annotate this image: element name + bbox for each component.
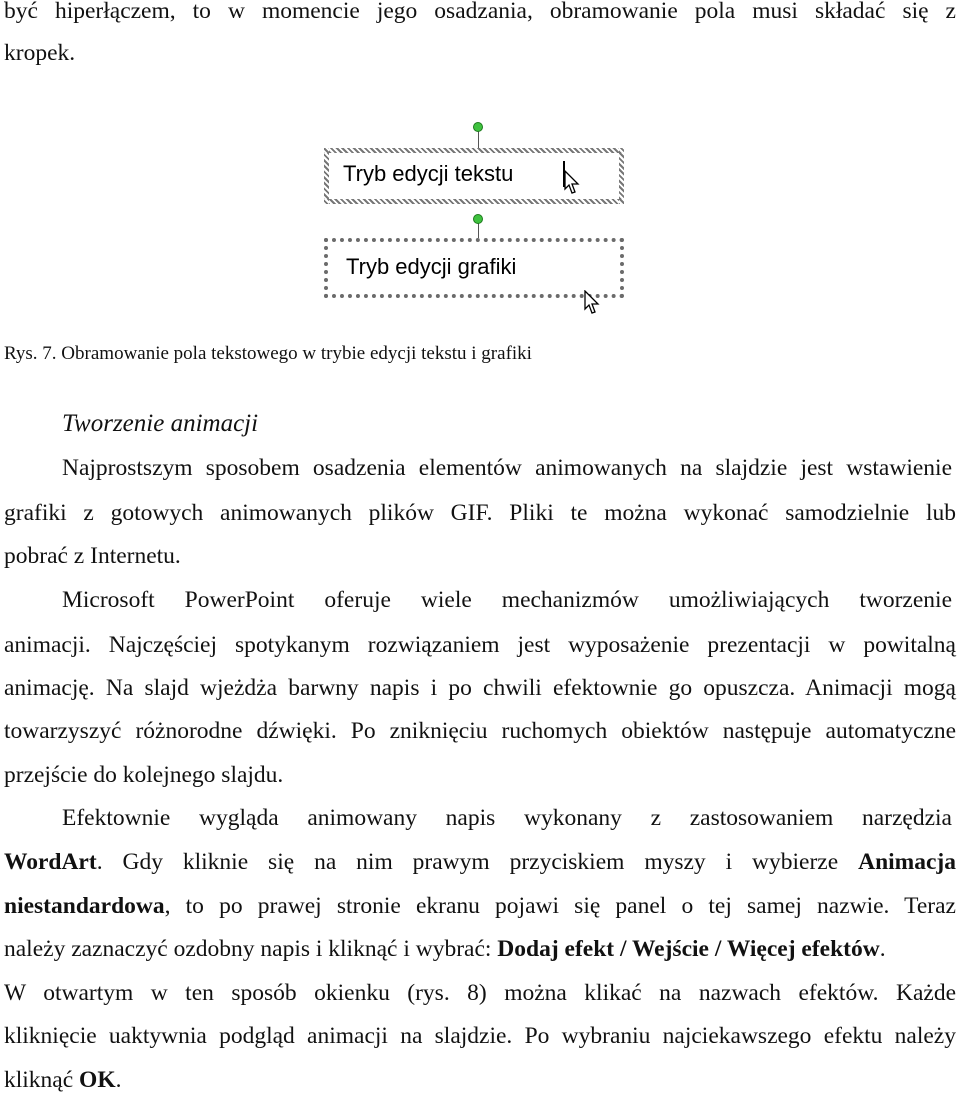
paragraph-line: przejście do kolejnego slajdu. xyxy=(4,762,284,788)
rotation-handle-icon xyxy=(473,122,483,132)
paragraph-line: kliknąć OK. xyxy=(4,1067,122,1093)
paragraph-line: Efektownie wygląda animowany napis wykonany z zastosowaniem narzędzia xyxy=(62,805,952,831)
paragraph-line: kliknięcie uaktywnia podgląd animacji na slajdzie. Po wybraniu najciekawszego efektu należy xyxy=(4,1023,956,1049)
paragraph-line: animację. Na slajd wjeżdża barwny napis i po chwili efektownie go opuszcza. Animacji mogą xyxy=(4,675,956,701)
section-heading: Tworzenie animacji xyxy=(62,410,259,437)
paragraph-line: grafiki z gotowych animowanych plików GIF. Pliki te można wykonać samodzielnie lub xyxy=(4,500,956,526)
paragraph-line: animacji. Najczęściej spotykanym rozwiązaniem jest wyposażenie prezentacji w powitalną xyxy=(4,632,956,658)
paragraph-line: Najprostszym sposobem osadzenia elementów animowanych na slajdzie jest wstawienie xyxy=(62,455,952,481)
text-box-label: Tryb edycji tekstu xyxy=(343,161,514,186)
text-box-label: Tryb edycji grafiki xyxy=(346,254,517,279)
paragraph-line: niestandardowa, to po prawej stronie ekranu pojawi się panel o tej samej nazwie. Teraz xyxy=(4,893,956,919)
figure-text-box-modes xyxy=(318,118,638,318)
paragraph-line: WordArt. Gdy kliknie się na nim prawym przyciskiem myszy i wybierze Animacja xyxy=(4,849,956,875)
paragraph-line: Microsoft PowerPoint oferuje wiele mechanizmów umożliwiających tworzenie xyxy=(62,587,952,613)
paragraph-line: towarzyszyć różnorodne dźwięki. Po zniknięciu ruchomych obiektów następuje automatyczne xyxy=(4,718,956,744)
paragraph-line: kropek. xyxy=(4,40,76,66)
text-box-graphic-mode xyxy=(324,238,624,298)
mouse-pointer-icon xyxy=(564,170,580,196)
rotation-handle-icon xyxy=(473,214,483,224)
mouse-pointer-icon xyxy=(584,290,600,316)
figure-caption: Rys. 7. Obramowanie pola tekstowego w trybie edycji tekstu i grafiki xyxy=(4,343,532,364)
paragraph-line: W otwartym w ten sposób okienku (rys. 8) można klikać na nazwach efektów. Każde xyxy=(4,980,956,1006)
paragraph-line: być hiperłączem, to w momencie jego osadzania, obramowanie pola musi składać się z xyxy=(4,0,956,24)
paragraph-line: należy zaznaczyć ozdobny napis i kliknąć i wybrać: Dodaj efekt / Wejście / Więcej efektów. xyxy=(4,936,886,962)
paragraph-line: pobrać z Internetu. xyxy=(4,543,181,569)
